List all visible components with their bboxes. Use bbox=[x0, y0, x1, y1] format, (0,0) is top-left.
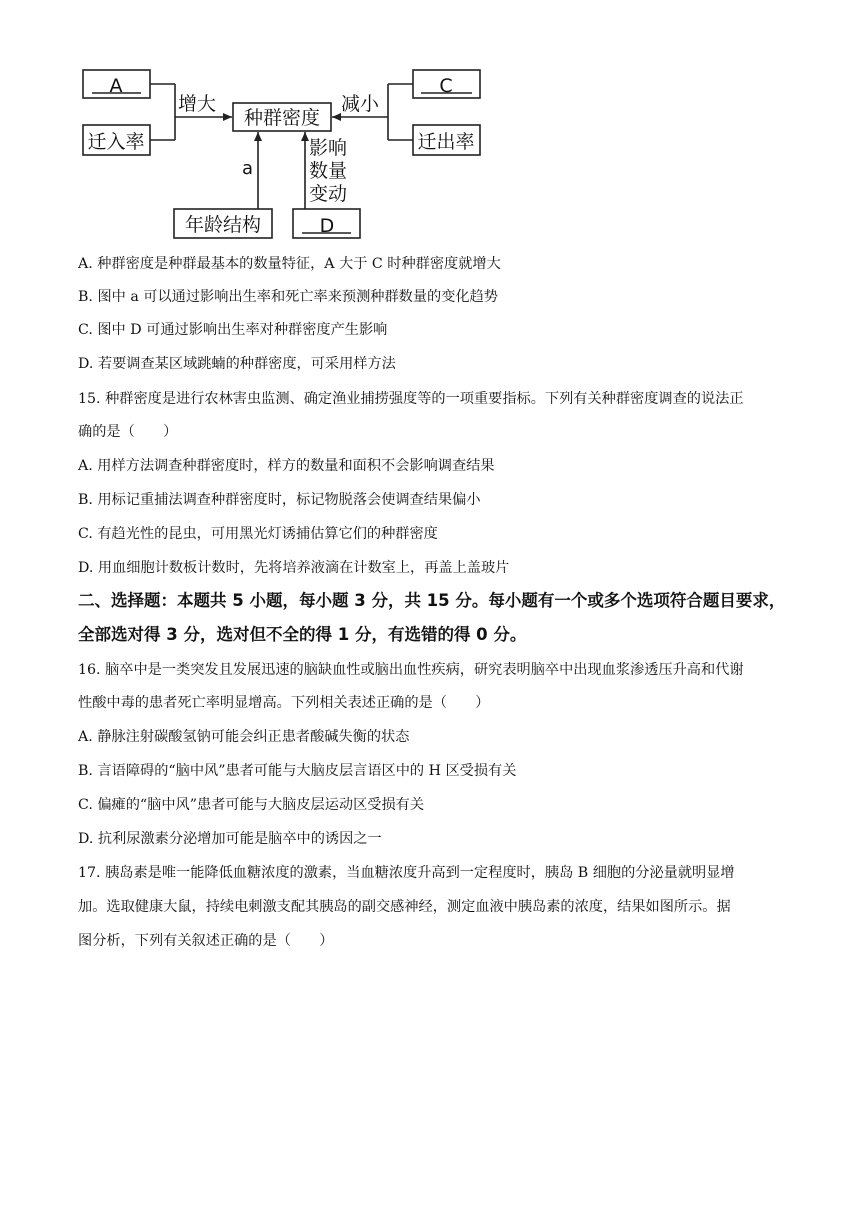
population-density-diagram bbox=[78, 62, 498, 242]
q14-option-c: C. 图中 D 可通过影响出生率对种群密度产生影响 bbox=[78, 322, 388, 338]
label-increase: 增大 bbox=[178, 93, 217, 115]
label-a: a bbox=[242, 158, 254, 179]
q14-option-b: B. 图中 a 可以通过影响出生率和死亡率来预测种群数量的变化趋势 bbox=[78, 289, 498, 305]
q16-option-c: C. 偏瘫的“脑中风”患者可能与大脑皮层运动区受损有关 bbox=[78, 797, 425, 813]
svg-text:迁出率: 迁出率 bbox=[417, 131, 475, 153]
q15-stem-line1: 15. 种群密度是进行农林害虫监测、确定渔业捕捞强度等的一项重要指标。下列有关种群密度调查的说法正 bbox=[78, 391, 744, 407]
box-emigration-rate bbox=[413, 125, 480, 155]
box-d bbox=[293, 209, 360, 238]
box-population-density bbox=[233, 103, 331, 131]
svg-text:D: D bbox=[319, 215, 335, 237]
svg-text:年龄结构: 年龄结构 bbox=[184, 214, 262, 236]
box-immigration-rate bbox=[83, 125, 150, 155]
q14-option-d: D. 若要调查某区域跳蝻的种群密度，可采用样方法 bbox=[78, 356, 396, 372]
q15-option-c: C. 有趋光性的昆虫，可用黑光灯诱捕估算它们的种群密度 bbox=[78, 526, 438, 542]
q14-option-a: A. 种群密度是种群最基本的数量特征，A 大于 C 时种群密度就增大 bbox=[78, 256, 501, 272]
box-age-structure bbox=[174, 209, 272, 238]
svg-text:C: C bbox=[439, 75, 453, 97]
q16-option-a: A. 静脉注射碳酸氢钠可能会纠正患者酸碱失衡的状态 bbox=[78, 729, 410, 745]
q16-stem-line1: 16. 脑卒中是一类突发且发展迅速的脑缺血性或脑出血性疾病，研究表明脑卒中出现血浆渗透压升高和代谢 bbox=[78, 662, 744, 678]
q16-option-d: D. 抗利尿激素分泌增加可能是脑卒中的诱因之一 bbox=[78, 831, 382, 847]
q15-option-b: B. 用标记重捕法调查种群密度时，标记物脱落会使调查结果偏小 bbox=[78, 492, 481, 508]
q17-stem-line1: 17. 胰岛素是唯一能降低血糖浓度的激素，当血糖浓度升高到一定程度时，胰岛 B 细胞的分泌量就明显增 bbox=[78, 865, 735, 881]
label-decrease: 减小 bbox=[341, 93, 380, 115]
q16-stem-line2: 性酸中毒的患者死亡率明显增高。下列相关表述正确的是（ ） bbox=[78, 695, 490, 711]
label-effect-3: 变动 bbox=[309, 183, 348, 205]
section2-heading-line1: 二、选择题：本题共 5 小题，每小题 3 分，共 15 分。每小题有一个或多个选项符合题目要求， bbox=[78, 591, 786, 610]
q15-option-a: A. 用样方法调查种群密度时，样方的数量和面积不会影响调查结果 bbox=[78, 458, 495, 474]
q17-stem-line2: 加。选取健康大鼠，持续电刺激支配其胰岛的副交感神经，测定血液中胰岛素的浓度，结果如图所示。据 bbox=[78, 899, 731, 915]
box-c bbox=[413, 70, 480, 98]
q15-stem-line2: 确的是（ ） bbox=[78, 424, 178, 440]
label-effect-1: 影响 bbox=[309, 137, 348, 159]
q17-stem-line3: 图分析，下列有关叙述正确的是（ ） bbox=[78, 933, 334, 949]
q15-option-d: D. 用血细胞计数板计数时，先将培养液滴在计数室上，再盖上盖玻片 bbox=[78, 560, 510, 576]
svg-text:种群密度: 种群密度 bbox=[243, 107, 321, 129]
svg-text:迁入率: 迁入率 bbox=[87, 131, 145, 153]
label-effect-2: 数量 bbox=[309, 160, 348, 182]
section2-heading-line2: 全部选对得 3 分，选对但不全的得 1 分，有选错的得 0 分。 bbox=[78, 625, 527, 644]
box-a bbox=[83, 70, 150, 98]
q16-option-b: B. 言语障碍的“脑中风”患者可能与大脑皮层言语区中的 H 区受损有关 bbox=[78, 763, 517, 779]
svg-text:A: A bbox=[109, 75, 123, 97]
